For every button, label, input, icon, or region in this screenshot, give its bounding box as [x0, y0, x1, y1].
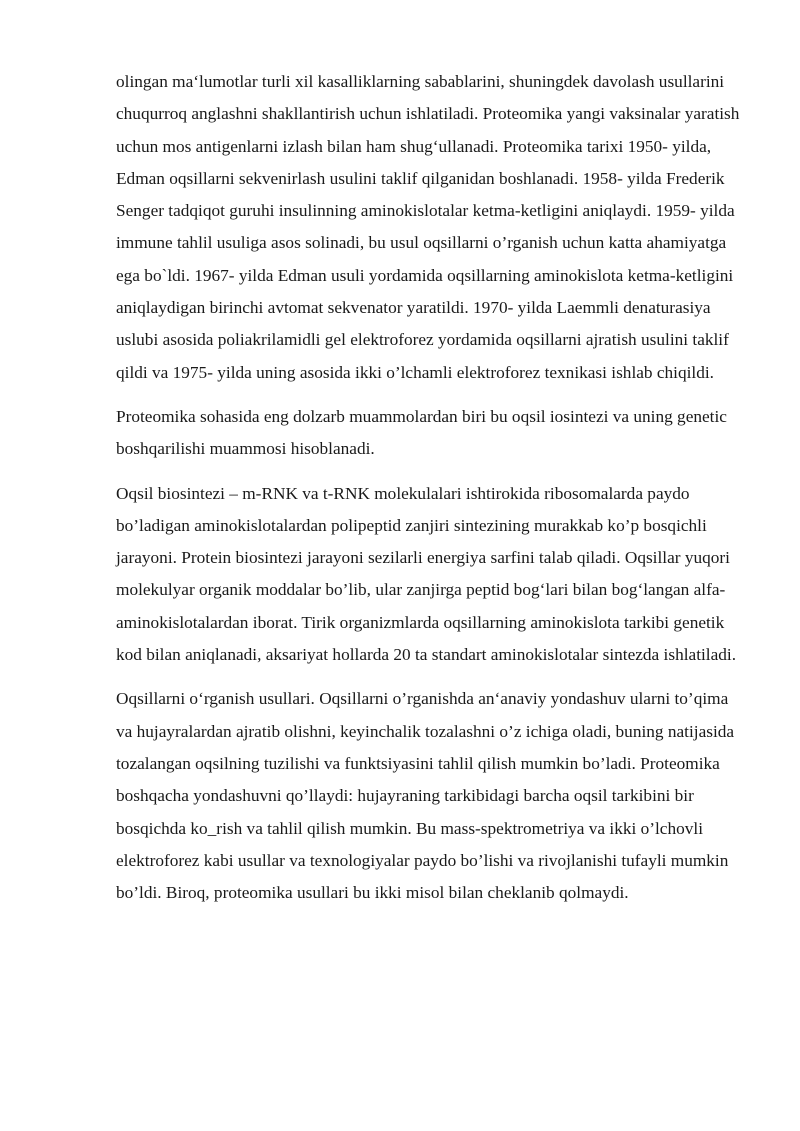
paragraph-proteomics-history: olingan ma‘lumotlar turli xil kasalliklarning sabablarini, shuningdek davolash usullarini chuqurroq anglashni shakllantirish uchun ishlatiladi. Proteomika yangi vaksinalar yaratish uchun mos antigenlarni izlash bilan ham shug‘ullanadi. Proteomika tarixi 1950- yilda, Edman oqsillarni sekvenirlash usulini taklif qilganidan boshlanadi. 1958- yilda Frederik Senger tadqiqot guruhi insulinning aminokislotalar ketma-ketligini aniqlaydi. 1959- yilda immune tahlil usuliga asos solinadi, bu usul oqsillarni o’rganish uchun katta ahamiyatga ega bo`ldi. 1967- yilda Edman usuli yordamida oqsillarning aminokislota ketma-ketligini aniqlaydigan birinchi avtomat sekvenator yaratildi. 1970- yilda Laemmli denaturasiya uslubi asosida poliakrilamidli gel elektroforez yordamida oqsillarni ajratish usulini taklif qildi va 1975- yilda uning asosida ikki o’lchamli elektroforez texnikasi ishlab chiqildi. [116, 72, 740, 382]
paragraph-protein-study-methods: Oqsillarni o‘rganish usullari. Oqsillarni o’rganishda an‘anaviy yondashuv ularni to’qima va hujayralardan ajratib olishni, keyinchalik tozalashni o’z ichiga oladi, buning natijasida tozalangan oqsilning tuzilishi va funktsiyasini tahlil qilish mumkin bo’ladi. Proteomika boshqacha yondashuvni qo’llaydi: hujayraning tarkibidagi barcha oqsil tarkibini bir bosqichda ko_rish va tahlil qilish mumkin. Bu mass-spektrometriya va ikki o’lchovli elektroforez kabi usullar va texnologiyalar paydo bo’lishi va rivojlanishi tufayli mumkin bo’ldi. Biroq, proteomika usullari bu ikki misol bilan cheklanib qolmaydi. [116, 689, 735, 903]
paragraph-protein-synthesis-problem: Proteomika sohasida eng dolzarb muammolardan biri bu oqsil iosintezi va uning genetic boshqarilishi muammosi hisoblanadi. [116, 406, 727, 459]
paragraph-protein-biosynthesis: Oqsil biosintezi – m-RNK va t-RNK molekulalari ishtirokida ribosomalarda paydo bo’ladigan aminokislotalardan polipeptid zanjiri sintezining murakkab ko’p bosqichli jarayoni. Protein biosintezi jarayoni sezilarli energiya sarfini talab qiladi. Oqsillar yuqori molekulyar organik moddalar bo’lib, ular zanjirga peptid bog‘lari bilan bog‘langan alfa-aminokislotalardan iborat. Tirik organizmlarda oqsillarning aminokislota tarkibi genetik kod bilan aniqlanadi, aksariyat hollarda 20 ta standart aminokislotalar sintezda ishlatiladi. [116, 483, 737, 665]
document-page [116, 66, 742, 921]
